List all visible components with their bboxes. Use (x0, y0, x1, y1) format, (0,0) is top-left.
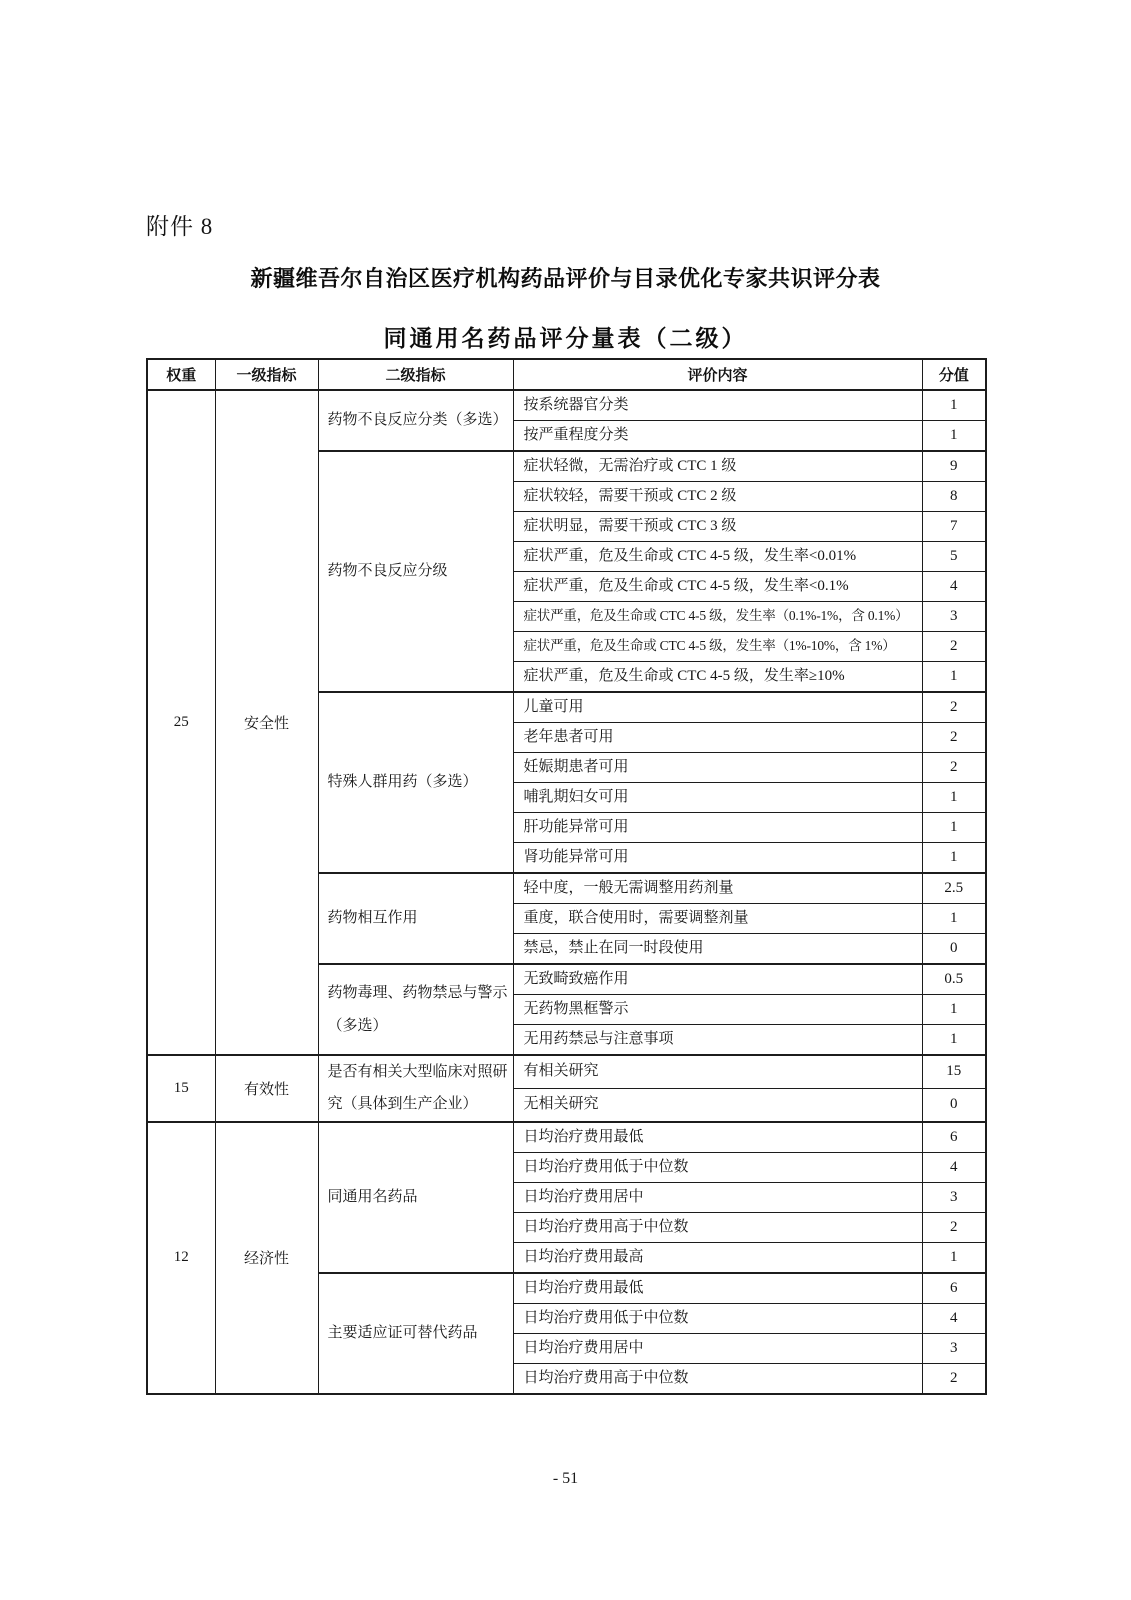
evaluation-content-cell: 日均治疗费用高于中位数 (513, 1212, 922, 1242)
score-cell: 4 (922, 1152, 986, 1182)
table-row (147, 1122, 986, 1153)
score-cell: 1 (922, 995, 986, 1025)
evaluation-content-cell: 禁忌，禁止在同一时段使用 (513, 934, 922, 965)
score-cell: 2 (922, 723, 986, 753)
score-cell: 6 (922, 1273, 986, 1304)
header-content: 评价内容 (513, 359, 922, 390)
evaluation-content-cell: 无用药禁忌与注意事项 (513, 1025, 922, 1056)
evaluation-content-cell: 日均治疗费用最低 (513, 1122, 922, 1153)
level2-indicator-cell: 同通用名药品 (318, 1122, 513, 1273)
evaluation-content-cell: 无致畸致癌作用 (513, 964, 922, 995)
header-level1: 一级指标 (215, 359, 318, 390)
level2-indicator-cell: 药物不良反应分级 (318, 451, 513, 692)
level1-indicator-cell: 有效性 (215, 1055, 318, 1122)
evaluation-content-cell: 症状明显，需要干预或 CTC 3 级 (513, 512, 922, 542)
evaluation-content-cell: 妊娠期患者可用 (513, 753, 922, 783)
evaluation-content-cell: 肾功能异常可用 (513, 843, 922, 874)
header-weight: 权重 (147, 359, 215, 390)
evaluation-content-cell: 有相关研究 (513, 1055, 922, 1088)
score-cell: 4 (922, 1303, 986, 1333)
evaluation-content-cell: 按严重程度分类 (513, 421, 922, 452)
evaluation-content-cell: 轻中度，一般无需调整用药剂量 (513, 873, 922, 904)
evaluation-content-cell: 日均治疗费用最低 (513, 1273, 922, 1304)
evaluation-content-cell: 症状严重，危及生命或 CTC 4-5 级，发生率（1%-10%，含 1%） (513, 632, 922, 662)
score-cell: 8 (922, 482, 986, 512)
score-cell: 1 (922, 904, 986, 934)
level1-indicator-cell: 安全性 (215, 390, 318, 1055)
header-score: 分值 (922, 359, 986, 390)
level1-indicator-cell: 经济性 (215, 1122, 318, 1394)
score-cell: 3 (922, 1182, 986, 1212)
score-cell: 15 (922, 1055, 986, 1088)
level2-indicator-cell: 特殊人群用药（多选） (318, 692, 513, 873)
document-subtitle: 同通用名药品评分量表（二级） (383, 326, 748, 351)
score-cell: 2 (922, 753, 986, 783)
evaluation-content-cell: 症状严重，危及生命或 CTC 4-5 级，发生率≥10% (513, 662, 922, 693)
score-cell: 2 (922, 692, 986, 723)
weight-cell: 25 (147, 390, 215, 1055)
score-cell: 2 (922, 1212, 986, 1242)
attachment-label: 附件 8 (146, 214, 214, 239)
score-cell: 1 (922, 783, 986, 813)
score-cell: 1 (922, 1025, 986, 1056)
evaluation-content-cell: 肝功能异常可用 (513, 813, 922, 843)
evaluation-content-cell: 无药物黑框警示 (513, 995, 922, 1025)
score-cell: 3 (922, 1333, 986, 1363)
score-table (146, 358, 987, 1395)
score-cell: 0 (922, 934, 986, 965)
score-cell: 5 (922, 542, 986, 572)
evaluation-content-cell: 症状严重，危及生命或 CTC 4-5 级，发生率<0.01% (513, 542, 922, 572)
score-cell: 2 (922, 632, 986, 662)
header-level2: 二级指标 (318, 359, 513, 390)
score-cell: 3 (922, 602, 986, 632)
evaluation-content-cell: 老年患者可用 (513, 723, 922, 753)
evaluation-content-cell: 症状严重，危及生命或 CTC 4-5 级，发生率（0.1%-1%，含 0.1%） (513, 602, 922, 632)
evaluation-content-cell: 症状较轻，需要干预或 CTC 2 级 (513, 482, 922, 512)
evaluation-content-cell: 儿童可用 (513, 692, 922, 723)
evaluation-content-cell: 无相关研究 (513, 1088, 922, 1121)
score-cell: 2.5 (922, 873, 986, 904)
score-cell: 1 (922, 813, 986, 843)
score-cell: 0 (922, 1088, 986, 1121)
evaluation-content-cell: 重度，联合使用时，需要调整剂量 (513, 904, 922, 934)
score-cell: 1 (922, 662, 986, 693)
evaluation-content-cell: 症状严重，危及生命或 CTC 4-5 级，发生率<0.1% (513, 572, 922, 602)
page-number: - 51 (552, 1470, 579, 1487)
score-cell: 1 (922, 421, 986, 452)
evaluation-content-cell: 日均治疗费用最高 (513, 1242, 922, 1273)
score-cell: 1 (922, 390, 986, 421)
score-cell: 4 (922, 572, 986, 602)
level2-indicator-cell: 药物不良反应分类（多选） (318, 390, 513, 451)
level2-indicator-cell: 药物毒理、药物禁忌与警示（多选） (318, 964, 513, 1055)
score-cell: 0.5 (922, 964, 986, 995)
level2-indicator-cell: 主要适应证可替代药品 (318, 1273, 513, 1394)
evaluation-content-cell: 按系统器官分类 (513, 390, 922, 421)
weight-cell: 12 (147, 1122, 215, 1394)
score-cell: 9 (922, 451, 986, 482)
weight-cell: 15 (147, 1055, 215, 1122)
score-cell: 1 (922, 1242, 986, 1273)
score-cell: 6 (922, 1122, 986, 1153)
evaluation-content-cell: 日均治疗费用居中 (513, 1182, 922, 1212)
evaluation-content-cell: 症状轻微，无需治疗或 CTC 1 级 (513, 451, 922, 482)
table-body (147, 390, 986, 1394)
evaluation-content-cell: 日均治疗费用低于中位数 (513, 1303, 922, 1333)
evaluation-content-cell: 日均治疗费用高于中位数 (513, 1363, 922, 1394)
score-cell: 1 (922, 843, 986, 874)
evaluation-content-cell: 日均治疗费用低于中位数 (513, 1152, 922, 1182)
level2-indicator-cell: 是否有相关大型临床对照研究（具体到生产企业） (318, 1055, 513, 1122)
document-title: 新疆维吾尔自治区医疗机构药品评价与目录优化专家共识评分表 (250, 266, 881, 291)
table-header-row (147, 359, 986, 390)
score-cell: 2 (922, 1363, 986, 1394)
table-row (147, 390, 986, 421)
score-cell: 7 (922, 512, 986, 542)
evaluation-content-cell: 日均治疗费用居中 (513, 1333, 922, 1363)
level2-indicator-cell: 药物相互作用 (318, 873, 513, 964)
evaluation-content-cell: 哺乳期妇女可用 (513, 783, 922, 813)
table-row (147, 1055, 986, 1088)
